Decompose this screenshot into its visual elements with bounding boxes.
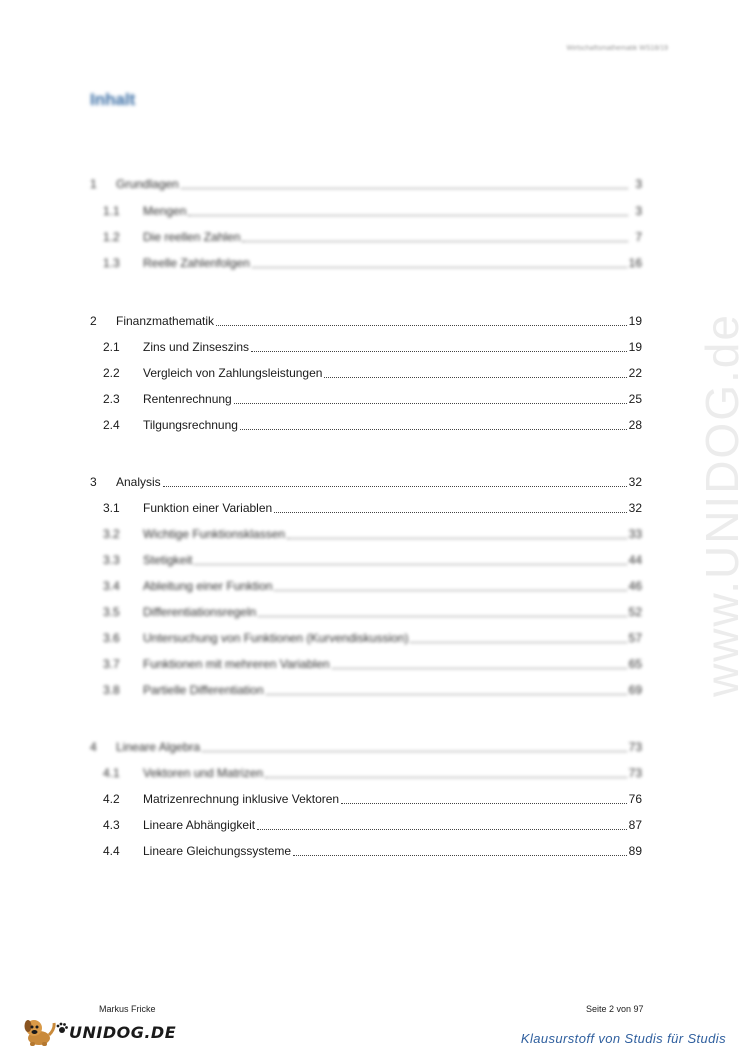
footer-page-number: Seite 2 von 97 <box>586 1004 644 1014</box>
toc-entry[interactable] <box>90 791 642 807</box>
toc-entry[interactable] <box>90 255 642 271</box>
toc-dot-leader <box>251 351 627 352</box>
toc-entry-title: Vergleich von Zahlungsleistungen <box>143 366 323 380</box>
toc-dot-leader <box>287 538 627 539</box>
toc-entry[interactable] <box>90 526 642 542</box>
toc-dot-leader <box>265 777 627 778</box>
toc-entry-page: 44 <box>628 553 642 567</box>
toc-entry-number: 4 <box>90 740 97 754</box>
toc-entry[interactable] <box>90 578 642 594</box>
toc-entry-title: Untersuchung von Funktionen (Kurvendiskussion) <box>143 631 409 645</box>
page-title: Inhalt <box>90 90 136 109</box>
toc-dot-leader <box>324 377 626 378</box>
toc-entry-page: 69 <box>628 683 642 697</box>
toc-entry-title: Lineare Abhängigkeit <box>143 818 256 832</box>
footer-tagline: Klausurstoff von Studis für Studis <box>520 1031 726 1046</box>
document-header-title: Wirtschaftsmathematik WS18/19 <box>566 45 668 52</box>
toc-dot-leader <box>332 668 627 669</box>
toc-dot-leader <box>293 855 627 856</box>
toc-entry[interactable] <box>90 765 642 781</box>
toc-entry-title: Partielle Differentiation <box>143 683 264 697</box>
footer-author: Markus Fricke <box>99 1004 156 1014</box>
toc-entry[interactable] <box>90 656 642 672</box>
paw-icon <box>56 1022 68 1034</box>
toc-entry-title: Differentiationsregeln <box>143 605 257 619</box>
toc-entry-title: Ableitung einer Funktion <box>143 579 273 593</box>
toc-entry-number: 1 <box>90 177 97 191</box>
toc-dot-leader <box>202 751 627 752</box>
toc-entry-number: 4.2 <box>103 792 120 806</box>
toc-dot-leader <box>410 642 626 643</box>
toc-entry[interactable] <box>90 391 642 407</box>
toc-entry-number: 2.2 <box>103 366 120 380</box>
toc-dot-leader <box>181 188 628 189</box>
toc-entry-number: 3 <box>90 475 97 489</box>
toc-entry-number: 3.5 <box>103 605 120 619</box>
toc-entry-page: 16 <box>628 256 642 270</box>
toc-entry-title: Analysis <box>116 475 161 489</box>
toc-entry-page: 76 <box>628 792 642 806</box>
toc-dot-leader <box>240 429 627 430</box>
toc-entry[interactable] <box>90 817 642 833</box>
toc-entry[interactable] <box>90 604 642 620</box>
toc-entry-number: 2 <box>90 314 97 328</box>
toc-entry[interactable] <box>90 203 642 219</box>
toc-dot-leader <box>188 215 628 216</box>
unidog-logo <box>22 1017 176 1047</box>
toc-entry-title: Funktion einer Variablen <box>143 501 273 515</box>
toc-entry-page: 73 <box>628 766 642 780</box>
logo-text: UNIDOG.DE <box>69 1022 177 1042</box>
toc-dot-leader <box>216 325 627 326</box>
toc-entry-number: 3.4 <box>103 579 120 593</box>
toc-dot-leader <box>341 803 627 804</box>
toc-entry-page: 28 <box>628 418 642 432</box>
toc-dot-leader <box>266 694 627 695</box>
toc-entry[interactable] <box>90 474 642 490</box>
dog-mascot-icon <box>22 1017 56 1047</box>
toc-entry-number: 1.3 <box>103 256 120 270</box>
toc-entry-page: 57 <box>628 631 642 645</box>
toc-entry-title: Tilgungsrechnung <box>143 418 238 432</box>
toc-entry[interactable] <box>90 682 642 698</box>
toc-entry-number: 3.3 <box>103 553 120 567</box>
toc-entry-page: 65 <box>628 657 642 671</box>
toc-entry-title: Funktionen mit mehreren Variablen <box>143 657 330 671</box>
toc-entry-title: Lineare Algebra <box>116 740 201 754</box>
toc-entry[interactable] <box>90 229 642 245</box>
toc-entry-title: Stetigkeit <box>143 553 193 567</box>
toc-entry[interactable] <box>90 552 642 568</box>
toc-entry[interactable] <box>90 339 642 355</box>
toc-entry-title: Zins und Zinseszins <box>143 340 250 354</box>
toc-entry-number: 3.6 <box>103 631 120 645</box>
toc-entry-title: Lineare Gleichungssysteme <box>143 844 292 858</box>
toc-entry-page: 19 <box>628 314 642 328</box>
toc-entry-page: 32 <box>628 501 642 515</box>
toc-entry-number: 4.4 <box>103 844 120 858</box>
watermark-text: www.UNIDOG.de <box>696 313 749 697</box>
toc-entry[interactable] <box>90 417 642 433</box>
toc-entry-page: 32 <box>628 475 642 489</box>
toc-dot-leader <box>274 512 626 513</box>
toc-entry-title: Grundlagen <box>116 177 179 191</box>
toc-entry-page: 3 <box>635 204 642 218</box>
toc-entry-page: 52 <box>628 605 642 619</box>
toc-entry-number: 3.8 <box>103 683 120 697</box>
toc-entry-number: 3.1 <box>103 501 120 515</box>
toc-entry-title: Finanzmathematik <box>116 314 215 328</box>
toc-entry-page: 7 <box>635 230 642 244</box>
toc-dot-leader <box>242 241 628 242</box>
toc-entry-title: Mengen <box>143 204 187 218</box>
toc-entry-page: 19 <box>628 340 642 354</box>
toc-entry[interactable] <box>90 313 642 329</box>
toc-entry-page: 25 <box>628 392 642 406</box>
toc-dot-leader <box>252 267 627 268</box>
toc-entry-page: 46 <box>628 579 642 593</box>
toc-dot-leader <box>194 564 626 565</box>
toc-entry-page: 3 <box>635 177 642 191</box>
toc-entry[interactable] <box>90 500 642 516</box>
toc-entry-number: 2.3 <box>103 392 120 406</box>
toc-entry-page: 22 <box>628 366 642 380</box>
toc-entry-number: 2.4 <box>103 418 120 432</box>
toc-entry-title: Rentenrechnung <box>143 392 232 406</box>
toc-entry-page: 33 <box>628 527 642 541</box>
toc-entry-page: 87 <box>628 818 642 832</box>
toc-entry[interactable] <box>90 739 642 755</box>
watermark <box>696 270 749 740</box>
toc-entry-number: 3.7 <box>103 657 120 671</box>
toc-entry-title: Die reellen Zahlen <box>143 230 241 244</box>
toc-dot-leader <box>274 590 626 591</box>
toc-dot-leader <box>234 403 627 404</box>
toc-entry-title: Wichtige Funktionsklassen <box>143 527 286 541</box>
toc-entry[interactable] <box>90 365 642 381</box>
toc-entry-number: 1.2 <box>103 230 120 244</box>
toc-entry-page: 73 <box>628 740 642 754</box>
toc-entry-title: Reelle Zahlenfolgen <box>143 256 250 270</box>
toc-entry-title: Matrizenrechnung inklusive Vektoren <box>143 792 340 806</box>
toc-entry[interactable] <box>90 843 642 859</box>
toc-dot-leader <box>163 486 627 487</box>
toc-dot-leader <box>258 616 626 617</box>
toc-entry-number: 1.1 <box>103 204 120 218</box>
toc-entry[interactable] <box>90 176 642 192</box>
toc-entry-number: 4.1 <box>103 766 120 780</box>
toc-entry-number: 3.2 <box>103 527 120 541</box>
toc-dot-leader <box>257 829 627 830</box>
toc-entry-title: Vektoren und Matrizen <box>143 766 264 780</box>
toc-entry-page: 89 <box>628 844 642 858</box>
toc-entry-number: 2.1 <box>103 340 120 354</box>
toc-entry[interactable] <box>90 630 642 646</box>
toc-entry-number: 4.3 <box>103 818 120 832</box>
